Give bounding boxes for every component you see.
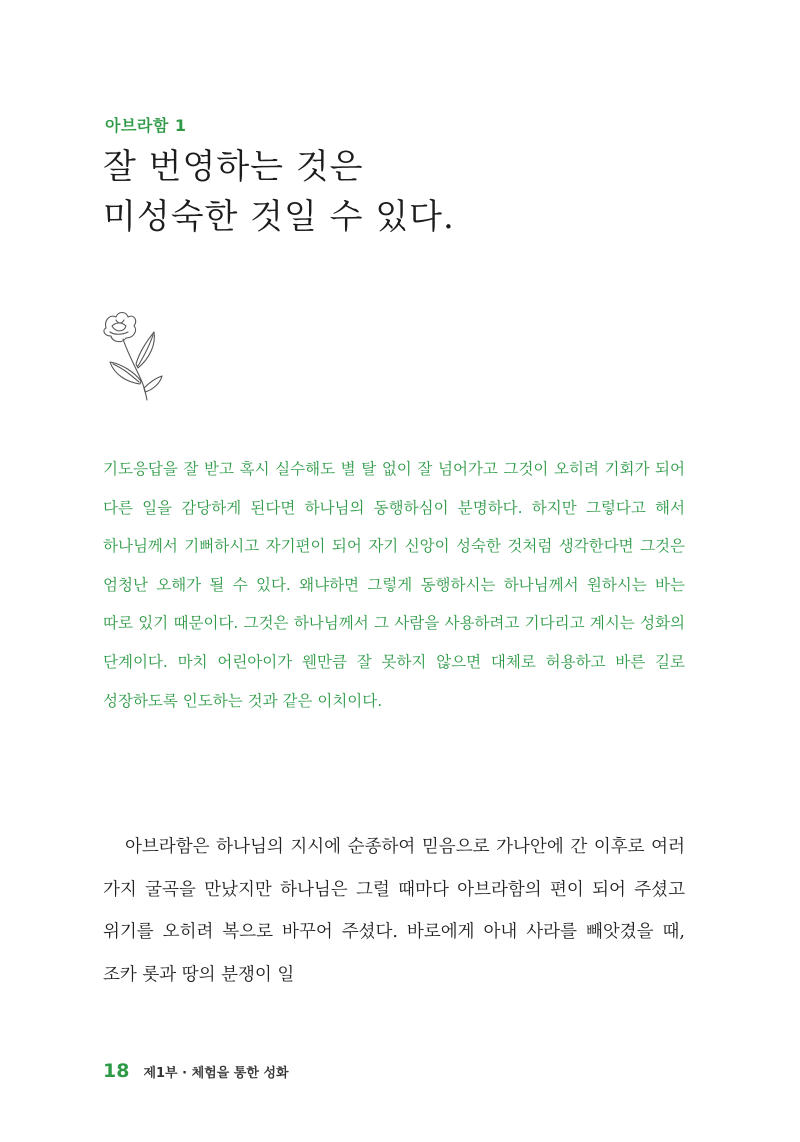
title-line-2: 미성숙한 것일 수 있다. <box>103 197 455 237</box>
page-title <box>103 142 455 242</box>
flower-icon <box>96 306 168 402</box>
page-footer <box>103 1060 289 1082</box>
running-head: 제1부 · 체험을 통한 성화 <box>143 1066 289 1081</box>
chapter-label: 아브라함 1 <box>105 116 187 135</box>
body-paragraph-text: 아브라함은 하나님의 지시에 순종하여 믿음으로 가나안에 간 이후로 여러 가지 굴곡을 만났지만 하나님은 그럴 때마다 아브라함의 편이 되어 주셨고 위기를 오히려 복으로 바꾸어 주셨다. 바로에게 아내 사라를 빼앗겼을 때, 조카 롯과 땅의 분쟁이 일 <box>103 837 685 985</box>
title-line-1: 잘 번영하는 것은 <box>103 147 364 187</box>
body-paragraph <box>103 826 685 996</box>
page-number: 18 <box>103 1060 130 1082</box>
highlight-paragraph: 기도응답을 잘 받고 혹시 실수해도 별 탈 없이 잘 넘어가고 그것이 오히려 기회가 되어 다른 일을 감당하게 된다면 하나님의 동행하심이 분명하다. 하지만 그렇다고 해서 하나님께서 기뻐하시고 자기편이 되어 자기 신앙이 성숙한 것처럼 생각한다면 그것은 엄청난 오해가 될 수 있다. 왜냐하면 그렇게 동행하시는 하나님께서 원하시는 바는 따로 있기 때문이다. 그것은 하나님께서 그 사람을 사용하려고 기다리고 계시는 성화의 단계이다. 마치 어린아이가 웬만큼 잘 못하지 않으면 대체로 허용하고 바른 길로 성장하도록 인도하는 것과 같은 이치이다. <box>103 460 685 710</box>
